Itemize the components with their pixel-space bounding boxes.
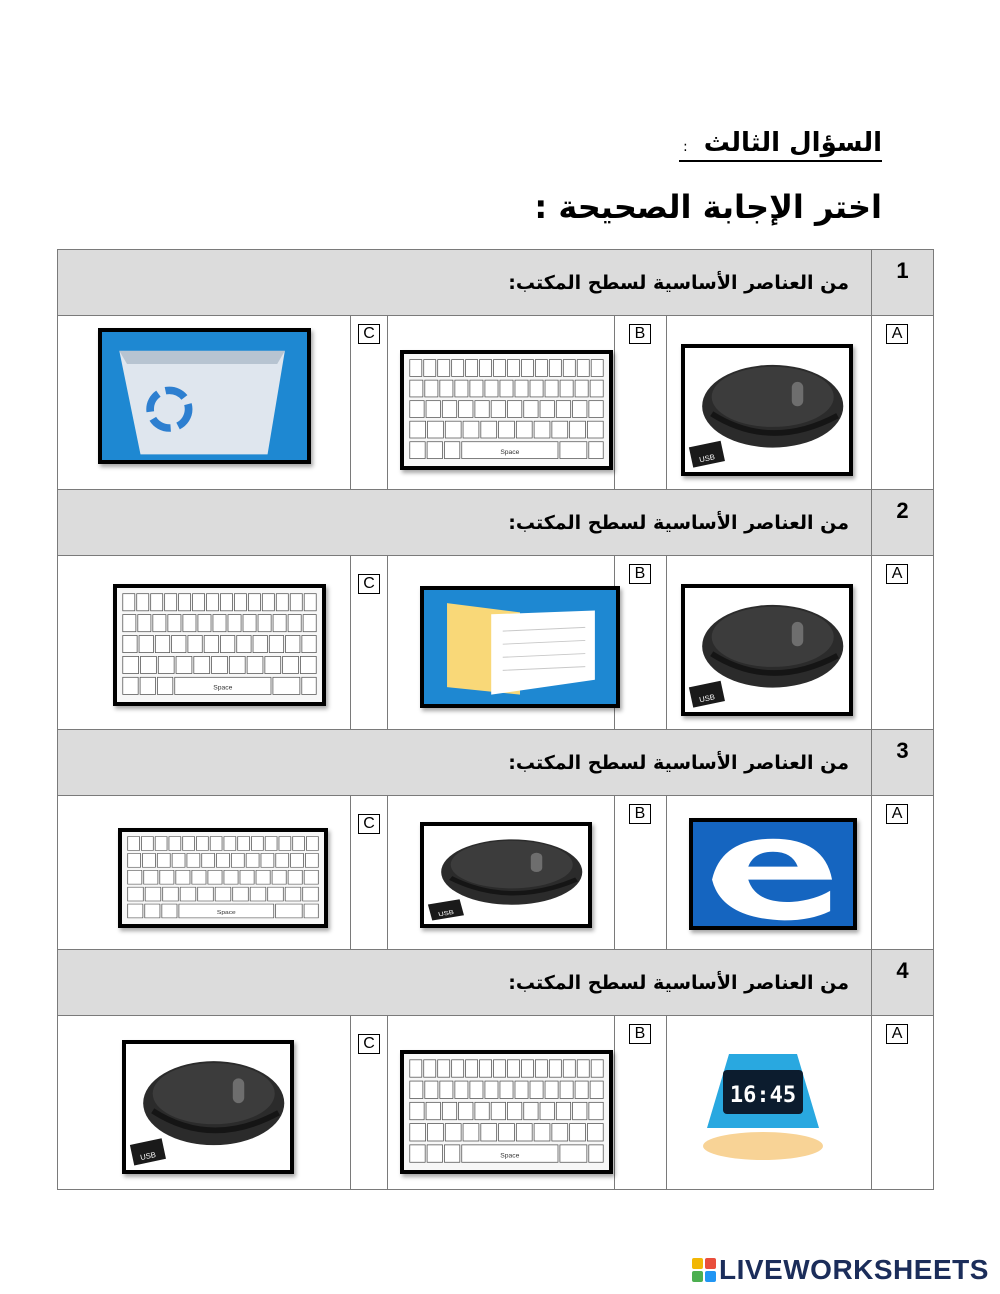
liveworksheets-logo — [692, 1254, 989, 1286]
question-number-1: 1 — [872, 250, 934, 316]
option-c-cell-4[interactable] — [351, 1016, 388, 1190]
title-underline — [679, 160, 882, 162]
option-a-label: A — [886, 804, 908, 824]
option-b-image-cell-2[interactable] — [388, 556, 615, 730]
question-text-1: من العناصر الأساسية لسطح المكتب: — [58, 250, 872, 316]
question-number-2: 2 — [872, 490, 934, 556]
option-c-label: C — [358, 814, 380, 834]
option-c-image-cell-4[interactable] — [58, 1016, 351, 1190]
svg-text:16:45: 16:45 — [729, 1083, 797, 1108]
question-number-3: 3 — [872, 730, 934, 796]
option-c-label: C — [358, 324, 380, 344]
keyboard-image — [400, 1050, 613, 1174]
option-a-label: A — [886, 1024, 908, 1044]
option-b-cell-4[interactable] — [615, 1016, 667, 1190]
keyboard-image — [118, 828, 328, 928]
option-a-image-cell-4[interactable] — [667, 1016, 872, 1190]
option-a-image-cell-2[interactable] — [667, 556, 872, 730]
mouse-image — [420, 822, 592, 928]
question-row-1 — [58, 250, 934, 316]
option-a-image-cell-1[interactable] — [667, 316, 872, 490]
question-row-4 — [58, 950, 934, 1016]
option-a-label: A — [886, 324, 908, 344]
option-a-cell-1[interactable] — [872, 316, 934, 490]
mouse-image — [681, 344, 853, 476]
question-row-3 — [58, 730, 934, 796]
svg-text:Space: Space — [500, 1152, 520, 1160]
question-title — [683, 128, 882, 158]
option-a-cell-2[interactable] — [872, 556, 934, 730]
option-b-label: B — [629, 804, 651, 824]
recycle-bin-image — [98, 328, 311, 464]
option-a-cell-3[interactable] — [872, 796, 934, 950]
svg-text:Space: Space — [213, 684, 233, 692]
option-b-label: B — [629, 324, 651, 344]
svg-text:USB: USB — [698, 692, 716, 705]
svg-text:Space: Space — [216, 910, 236, 916]
questions-table — [57, 249, 934, 1190]
option-a-image-cell-3[interactable] — [667, 796, 872, 950]
option-c-image-cell-2[interactable] — [58, 556, 351, 730]
logo-mark-icon — [692, 1258, 716, 1282]
edge-browser-image — [689, 818, 857, 930]
option-b-label: B — [629, 564, 651, 584]
svg-text:Space: Space — [500, 448, 520, 456]
option-b-image-cell-4[interactable] — [388, 1016, 615, 1190]
answer-row-3 — [58, 796, 934, 950]
question-text-3: من العناصر الأساسية لسطح المكتب: — [58, 730, 872, 796]
option-b-label: B — [629, 1024, 651, 1044]
option-c-cell-3[interactable] — [351, 796, 388, 950]
option-c-cell-1[interactable] — [351, 316, 388, 490]
option-c-image-cell-3[interactable] — [58, 796, 351, 950]
option-b-image-cell-1[interactable] — [388, 316, 615, 490]
answer-row-1 — [58, 316, 934, 490]
option-c-label: C — [358, 574, 380, 594]
instruction-text: اختر الإجابة الصحيحة : — [534, 188, 882, 226]
title-colon: : — [682, 139, 688, 155]
answer-row-2 — [58, 556, 934, 730]
option-c-label: C — [358, 1034, 380, 1054]
mouse-image — [681, 584, 853, 716]
logo-text: LIVEWORKSHEETS — [719, 1254, 989, 1285]
keyboard-image — [400, 350, 613, 470]
option-a-cell-4[interactable] — [872, 1016, 934, 1190]
option-b-cell-1[interactable] — [615, 316, 667, 490]
svg-text:USB: USB — [698, 452, 716, 465]
option-c-cell-2[interactable] — [351, 556, 388, 730]
question-row-2 — [58, 490, 934, 556]
question-title-text: السؤال الثالث — [703, 128, 882, 158]
svg-text:USB: USB — [139, 1150, 157, 1163]
digital-clock-image — [693, 1036, 833, 1162]
answer-row-4 — [58, 1016, 934, 1190]
option-c-image-cell-1[interactable] — [58, 316, 351, 490]
question-number-4: 4 — [872, 950, 934, 1016]
svg-text:USB: USB — [437, 909, 455, 919]
mouse-image — [122, 1040, 294, 1174]
question-text-2: من العناصر الأساسية لسطح المكتب: — [58, 490, 872, 556]
option-b-image-cell-3[interactable] — [388, 796, 615, 950]
option-b-cell-2[interactable] — [615, 556, 667, 730]
keyboard-image — [113, 584, 326, 706]
option-a-label: A — [886, 564, 908, 584]
folder-image — [420, 586, 620, 708]
option-b-cell-3[interactable] — [615, 796, 667, 950]
question-text-4: من العناصر الأساسية لسطح المكتب: — [58, 950, 872, 1016]
